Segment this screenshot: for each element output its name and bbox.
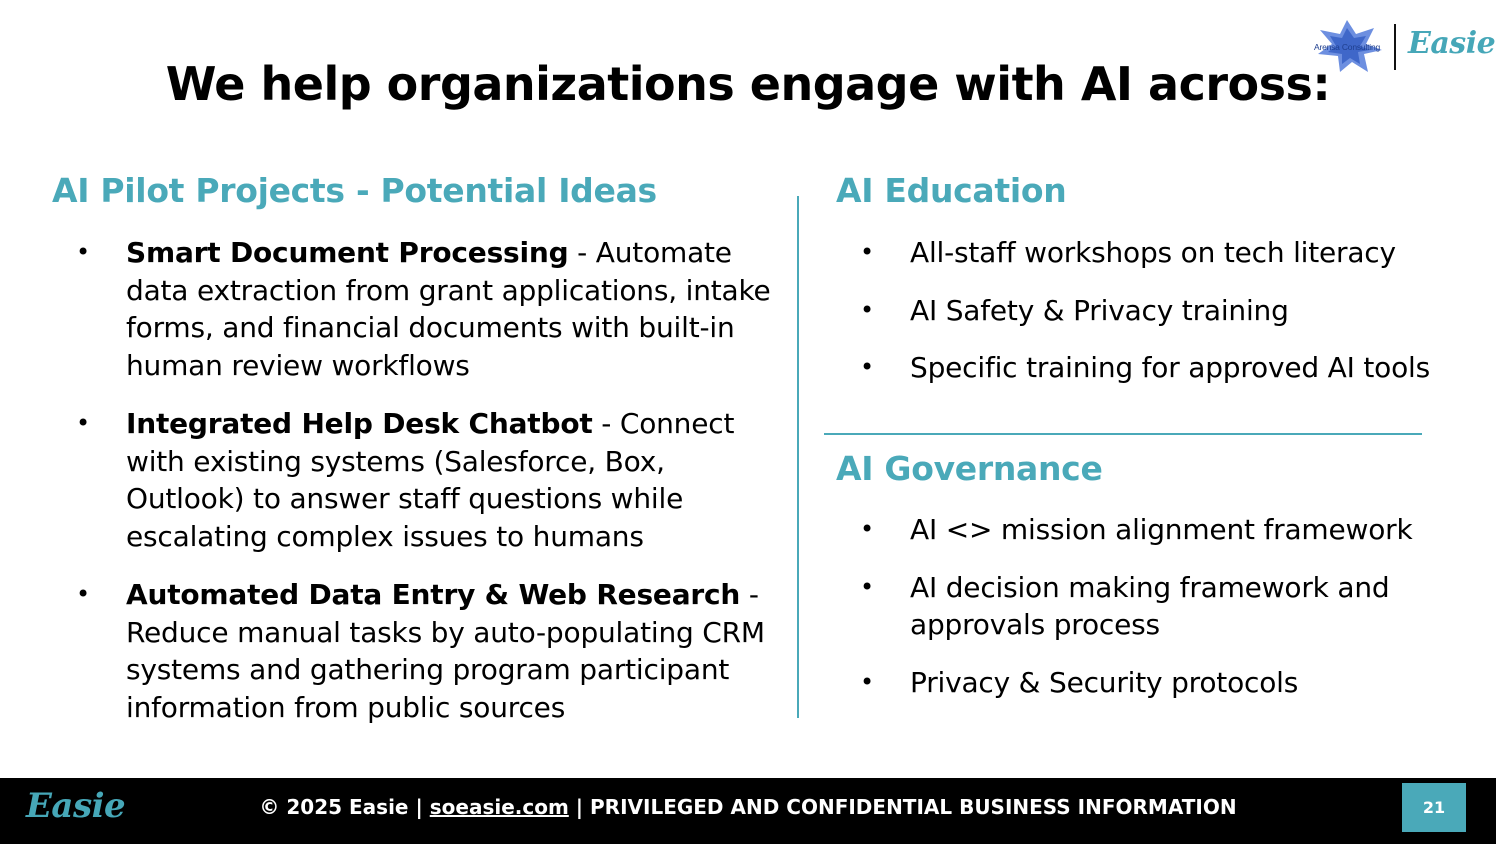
footer-confidential-notice: | PRIVILEGED AND CONFIDENTIAL BUSINESS INFORMATION	[568, 795, 1237, 819]
arensa-consulting-logo	[1310, 18, 1384, 74]
education-list	[860, 234, 1480, 407]
bullet-icon: •	[860, 667, 874, 696]
logo-divider	[1394, 24, 1396, 70]
item-text: Specific training for approved AI tools	[910, 351, 1430, 384]
pilot-projects-list	[76, 234, 786, 747]
footer-easie-logo: Easie	[26, 786, 126, 826]
bullet-icon: •	[860, 353, 874, 381]
footer-bar	[0, 778, 1496, 844]
page-number: 21	[1402, 783, 1466, 832]
item-description: - Connect with existing systems (Salesforce, Box, Outlook) to answer staff questions while escalating complex issues to humans	[126, 407, 735, 553]
footer-website-link[interactable]: soeasie.com	[429, 795, 569, 819]
list-item	[860, 664, 1480, 702]
bullet-icon: •	[76, 580, 90, 608]
footer-copyright: © 2025 Easie |	[259, 795, 430, 819]
bullet-icon: •	[76, 238, 90, 266]
bullet-icon: •	[860, 572, 874, 601]
list-item	[860, 292, 1480, 330]
bullet-icon: •	[76, 409, 90, 437]
list-item	[860, 234, 1480, 272]
footer-text	[0, 794, 1496, 820]
item-text: AI decision making framework and approvals process	[910, 570, 1390, 641]
item-text: AI <> mission alignment framework	[910, 513, 1413, 546]
slide-title: We help organizations engage with AI across:	[165, 57, 1331, 111]
arensa-logo-text: Arensa Consulting	[1313, 42, 1381, 52]
bullet-icon: •	[860, 238, 874, 266]
list-item	[76, 576, 786, 726]
item-description: - Automate data extraction from grant applications, intake forms, and financial documents with built-in human review workflows	[126, 236, 771, 382]
list-item	[860, 349, 1480, 387]
list-item	[860, 569, 1480, 644]
item-title: Automated Data Entry & Web Research	[126, 578, 741, 611]
logo-area	[1310, 18, 1496, 76]
horizontal-divider	[824, 433, 1422, 435]
vertical-divider	[797, 196, 799, 718]
item-text: AI Safety & Privacy training	[910, 293, 1289, 327]
item-description: - Reduce manual tasks by auto-populating CRM systems and gathering program participant information from public sources	[126, 578, 765, 724]
governance-list	[860, 511, 1480, 721]
list-item	[76, 405, 786, 555]
list-item	[76, 234, 786, 384]
bullet-icon: •	[860, 515, 874, 543]
item-title: Integrated Help Desk Chatbot	[126, 407, 593, 440]
item-title: Smart Document Processing	[126, 236, 569, 269]
item-text: Privacy & Security protocols	[910, 665, 1299, 699]
bullet-icon: •	[860, 295, 874, 324]
item-text: All-staff workshops on tech literacy	[910, 236, 1396, 269]
governance-heading: AI Governance	[836, 449, 1103, 488]
easie-logo: Easie	[1408, 26, 1496, 61]
education-heading: AI Education	[836, 171, 1067, 210]
list-item	[860, 511, 1480, 549]
pilot-projects-heading: AI Pilot Projects - Potential Ideas	[52, 171, 657, 210]
